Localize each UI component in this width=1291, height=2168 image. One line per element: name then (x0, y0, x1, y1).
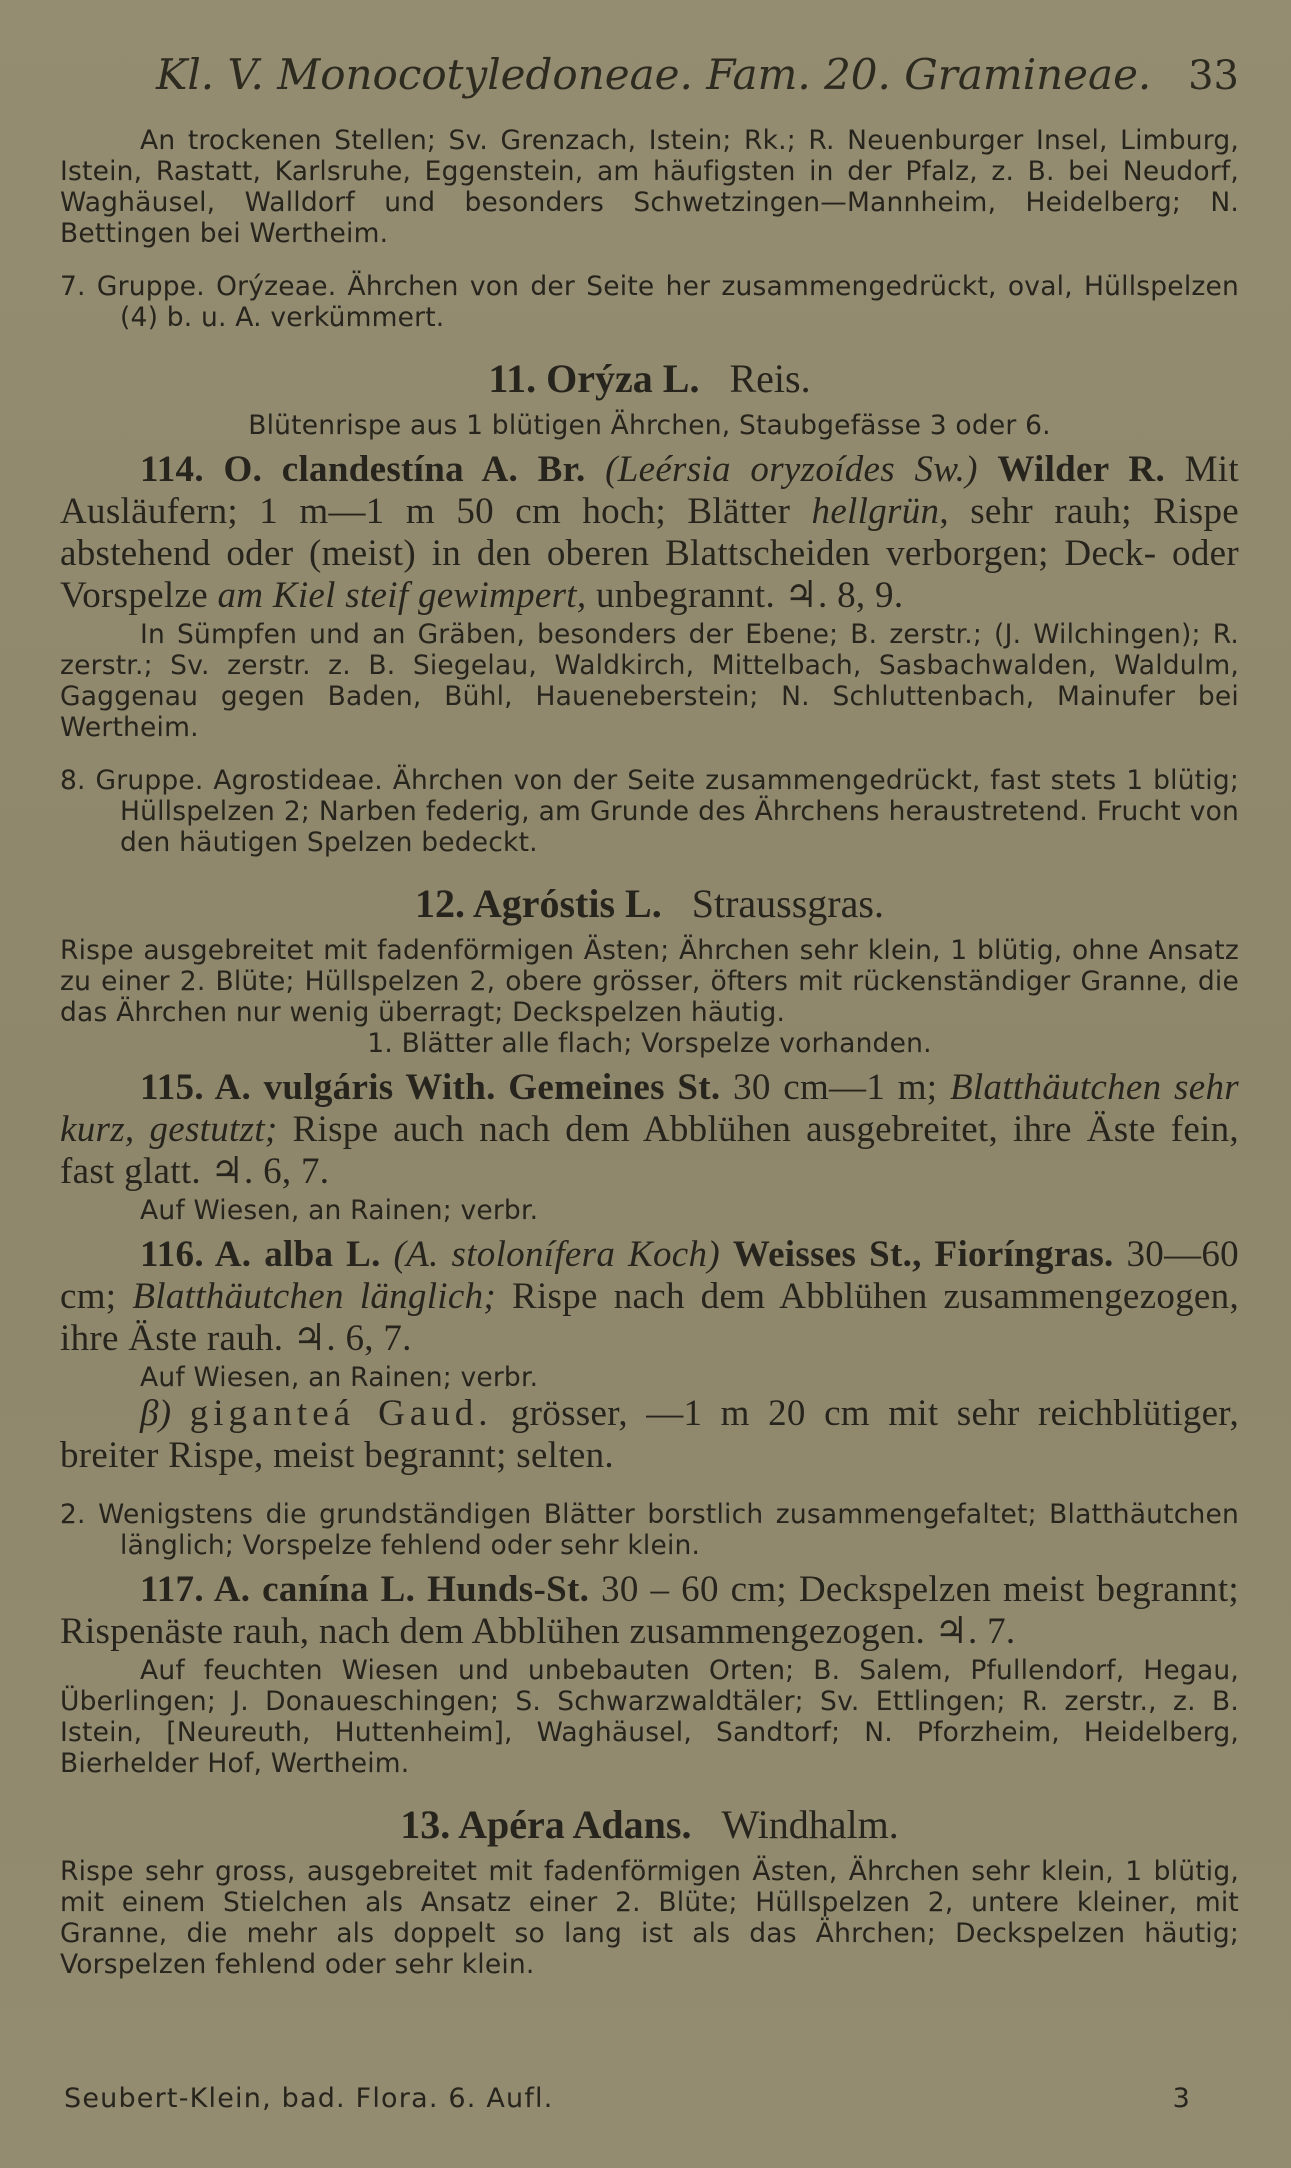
group-8-heading: 8. Gruppe. Agrostideae. Ährchen von der Seite zusammengedrückt, fast stets 1 blütig; Hüllspelzen 2; Narben federig, am Grunde des Ährchens heraustretend. Frucht von den häutigen Spelzen bedeckt. (60, 765, 1239, 858)
species-114-text-2: , sehr rauh; Rispe abstehend oder (meist) in den oberen Blattscheiden verborgen; Deck- oder Vorspelze (60, 491, 1239, 616)
page-footer (64, 2083, 1191, 2114)
species-116-common: Weisses St., Fioríngras. (732, 1234, 1114, 1275)
species-115-name: 115. A. vulgáris With. (140, 1067, 496, 1108)
species-115-locality: Auf Wiesen, an Rainen; verbr. (140, 1195, 539, 1226)
species-114-italic-2: am Kiel steif gewimpert, (217, 575, 587, 616)
species-116-locality: Auf Wiesen, an Rainen; verbr. (140, 1362, 539, 1393)
species-115-text-2: Rispe auch nach dem Abblühen ausgebreitet, ihre Äste fein, fast glatt. ♃. 6, 7. (60, 1109, 1239, 1192)
species-116-synonym: (A. stolonífera Koch) (393, 1234, 720, 1275)
species-116 (60, 1234, 1239, 1360)
species-115-text-1: 30 cm—1 m; (733, 1067, 938, 1108)
running-header (60, 50, 1239, 99)
species-115 (60, 1067, 1239, 1193)
footer-sheet-number: 3 (1172, 2083, 1191, 2114)
species-114-text-1: Mit Ausläufern; 1 m—1 m 50 cm hoch; Blätter (60, 449, 1239, 532)
variety-name: giganteá Gaud. (189, 1393, 493, 1434)
genus-13-common: Windhalm. (721, 1802, 899, 1847)
genus-11-common: Reis. (729, 356, 811, 401)
genus-13-description: Rispe sehr gross, ausgebreitet mit fadenförmigen Ästen, Ährchen sehr klein, 1 blütig, mit einem Stielchen als Ansatz einer 2. Blüte; Hüllspelzen 2, untere kleiner, mit Granne, die mehr als doppelt so lang ist als das Ährchen; Deckspelzen häutig; Vorspelzen fehlend oder sehr klein. (60, 1856, 1239, 1980)
genus-12-heading (60, 880, 1239, 927)
species-114-text-3: unbegrannt. ♃. 8, 9. (596, 575, 904, 616)
species-117-text-1: 30 – 60 cm; Deckspelzen meist begrannt; Rispenäste rauh, nach dem Abblühen zusammengezogen. ♃. 7. (60, 1569, 1239, 1652)
genus-12-common: Straussgras. (691, 881, 884, 926)
species-116-text-1: 30—60 cm; (60, 1234, 1239, 1317)
species-116-variety (60, 1393, 1239, 1477)
genus-12-description: Rispe ausgebreitet mit fadenförmigen Ästen; Ährchen sehr klein, 1 blütig, ohne Ansatz zu einer 2. Blüte; Hüllspelzen 2, obere grösser, öfters mit rückenständiger Granne, die das Ährchen nur wenig überragt; Deckspelzen häutig. (60, 935, 1239, 1028)
group-7-heading: 7. Gruppe. Orýzeae. Ährchen von der Seite her zusammengedrückt, oval, Hüllspelzen (4) b. u. A. verkümmert. (60, 271, 1239, 333)
page-number: 33 (1188, 53, 1239, 99)
species-114-locality: In Sümpfen und an Gräben, besonders der Ebene; B. zerstr.; (J. Wilchingen); R. zerstr.; Sv. zerstr. z. B. Siegelau, Waldkirch, Mittelbach, Sasbachwalden, Waldulm, Gaggenau gegen Baden, Bühl, Haueneberstein; N. Schluttenbach, Mainufer bei Wertheim. (60, 619, 1239, 743)
species-114-synonym: (Leérsia oryzoídes Sw.) (605, 449, 978, 490)
variety-text: grösser, —1 m 20 cm mit sehr reichblütiger, breiter Rispe, meist begrannt; selten. (60, 1393, 1239, 1476)
genus-11-name: 11. Orýza L. (488, 356, 700, 401)
species-117-common: Hunds-St. (427, 1569, 590, 1610)
species-116-name: 116. A. alba L. (140, 1234, 381, 1275)
header-title: Kl. V. Monocotyledoneae. Fam. 20. Gramineae. (156, 50, 1152, 99)
species-117-name: 117. A. canína L. (140, 1569, 416, 1610)
species-117 (60, 1569, 1239, 1653)
species-114-common: Wilder R. (997, 449, 1165, 490)
variety-label: β) (140, 1393, 172, 1434)
species-114-italic-1: hellgrün (811, 491, 940, 532)
genus-13-heading (60, 1801, 1239, 1848)
key-2: 2. Wenigstens die grundständigen Blätter borstlich zusammengefaltet; Blatthäutchen länglich; Vorspelze fehlend oder sehr klein. (60, 1499, 1239, 1561)
genus-11-description: Blütenrispe aus 1 blütigen Ährchen, Staubgefässe 3 oder 6. (248, 410, 1051, 441)
species-115-common: Gemeines St. (508, 1067, 721, 1108)
species-114 (60, 449, 1239, 617)
genus-12-name: 12. Agróstis L. (415, 881, 662, 926)
genus-11-heading (60, 355, 1239, 402)
species-117-locality: Auf feuchten Wiesen und unbebauten Orten; B. Salem, Pfullendorf, Hegau, Überlingen; J. Donaueschingen; S. Schwarzwaldtäler; Sv. Ettlingen; R. zerstr., z. B. Istein, [Neureuth, Huttenheim], Waghäusel, Sandtorf; N. Pforzheim, Heidelberg, Bierhelder Hof, Wertheim. (60, 1655, 1239, 1779)
species-116-italic-1: Blatthäutchen länglich; (132, 1276, 497, 1317)
intro-locality: An trockenen Stellen; Sv. Grenzach, Istein; Rk.; R. Neuenburger Insel, Limburg, Istein, Rastatt, Karlsruhe, Eggenstein, am häufigsten in der Pfalz, z. B. bei Neudorf, Waghäusel, Walldorf und besonders Schwetzingen—Mannheim, Heidelberg; N. Bettingen bei Wertheim. (60, 125, 1239, 249)
key-1: 1. Blätter alle flach; Vorspelze vorhanden. (367, 1028, 932, 1059)
footer-signature: Seubert-Klein, bad. Flora. 6. Aufl. (64, 2083, 554, 2114)
species-116-text-2: Rispe nach dem Abblühen zusammengezogen, ihre Äste rauh. ♃. 6, 7. (60, 1276, 1239, 1359)
genus-13-name: 13. Apéra Adans. (400, 1802, 692, 1847)
species-114-name: 114. O. clandestína A. Br. (140, 449, 586, 490)
species-115-italic-1: Blatthäutchen sehr kurz, gestutzt; (60, 1067, 1239, 1150)
